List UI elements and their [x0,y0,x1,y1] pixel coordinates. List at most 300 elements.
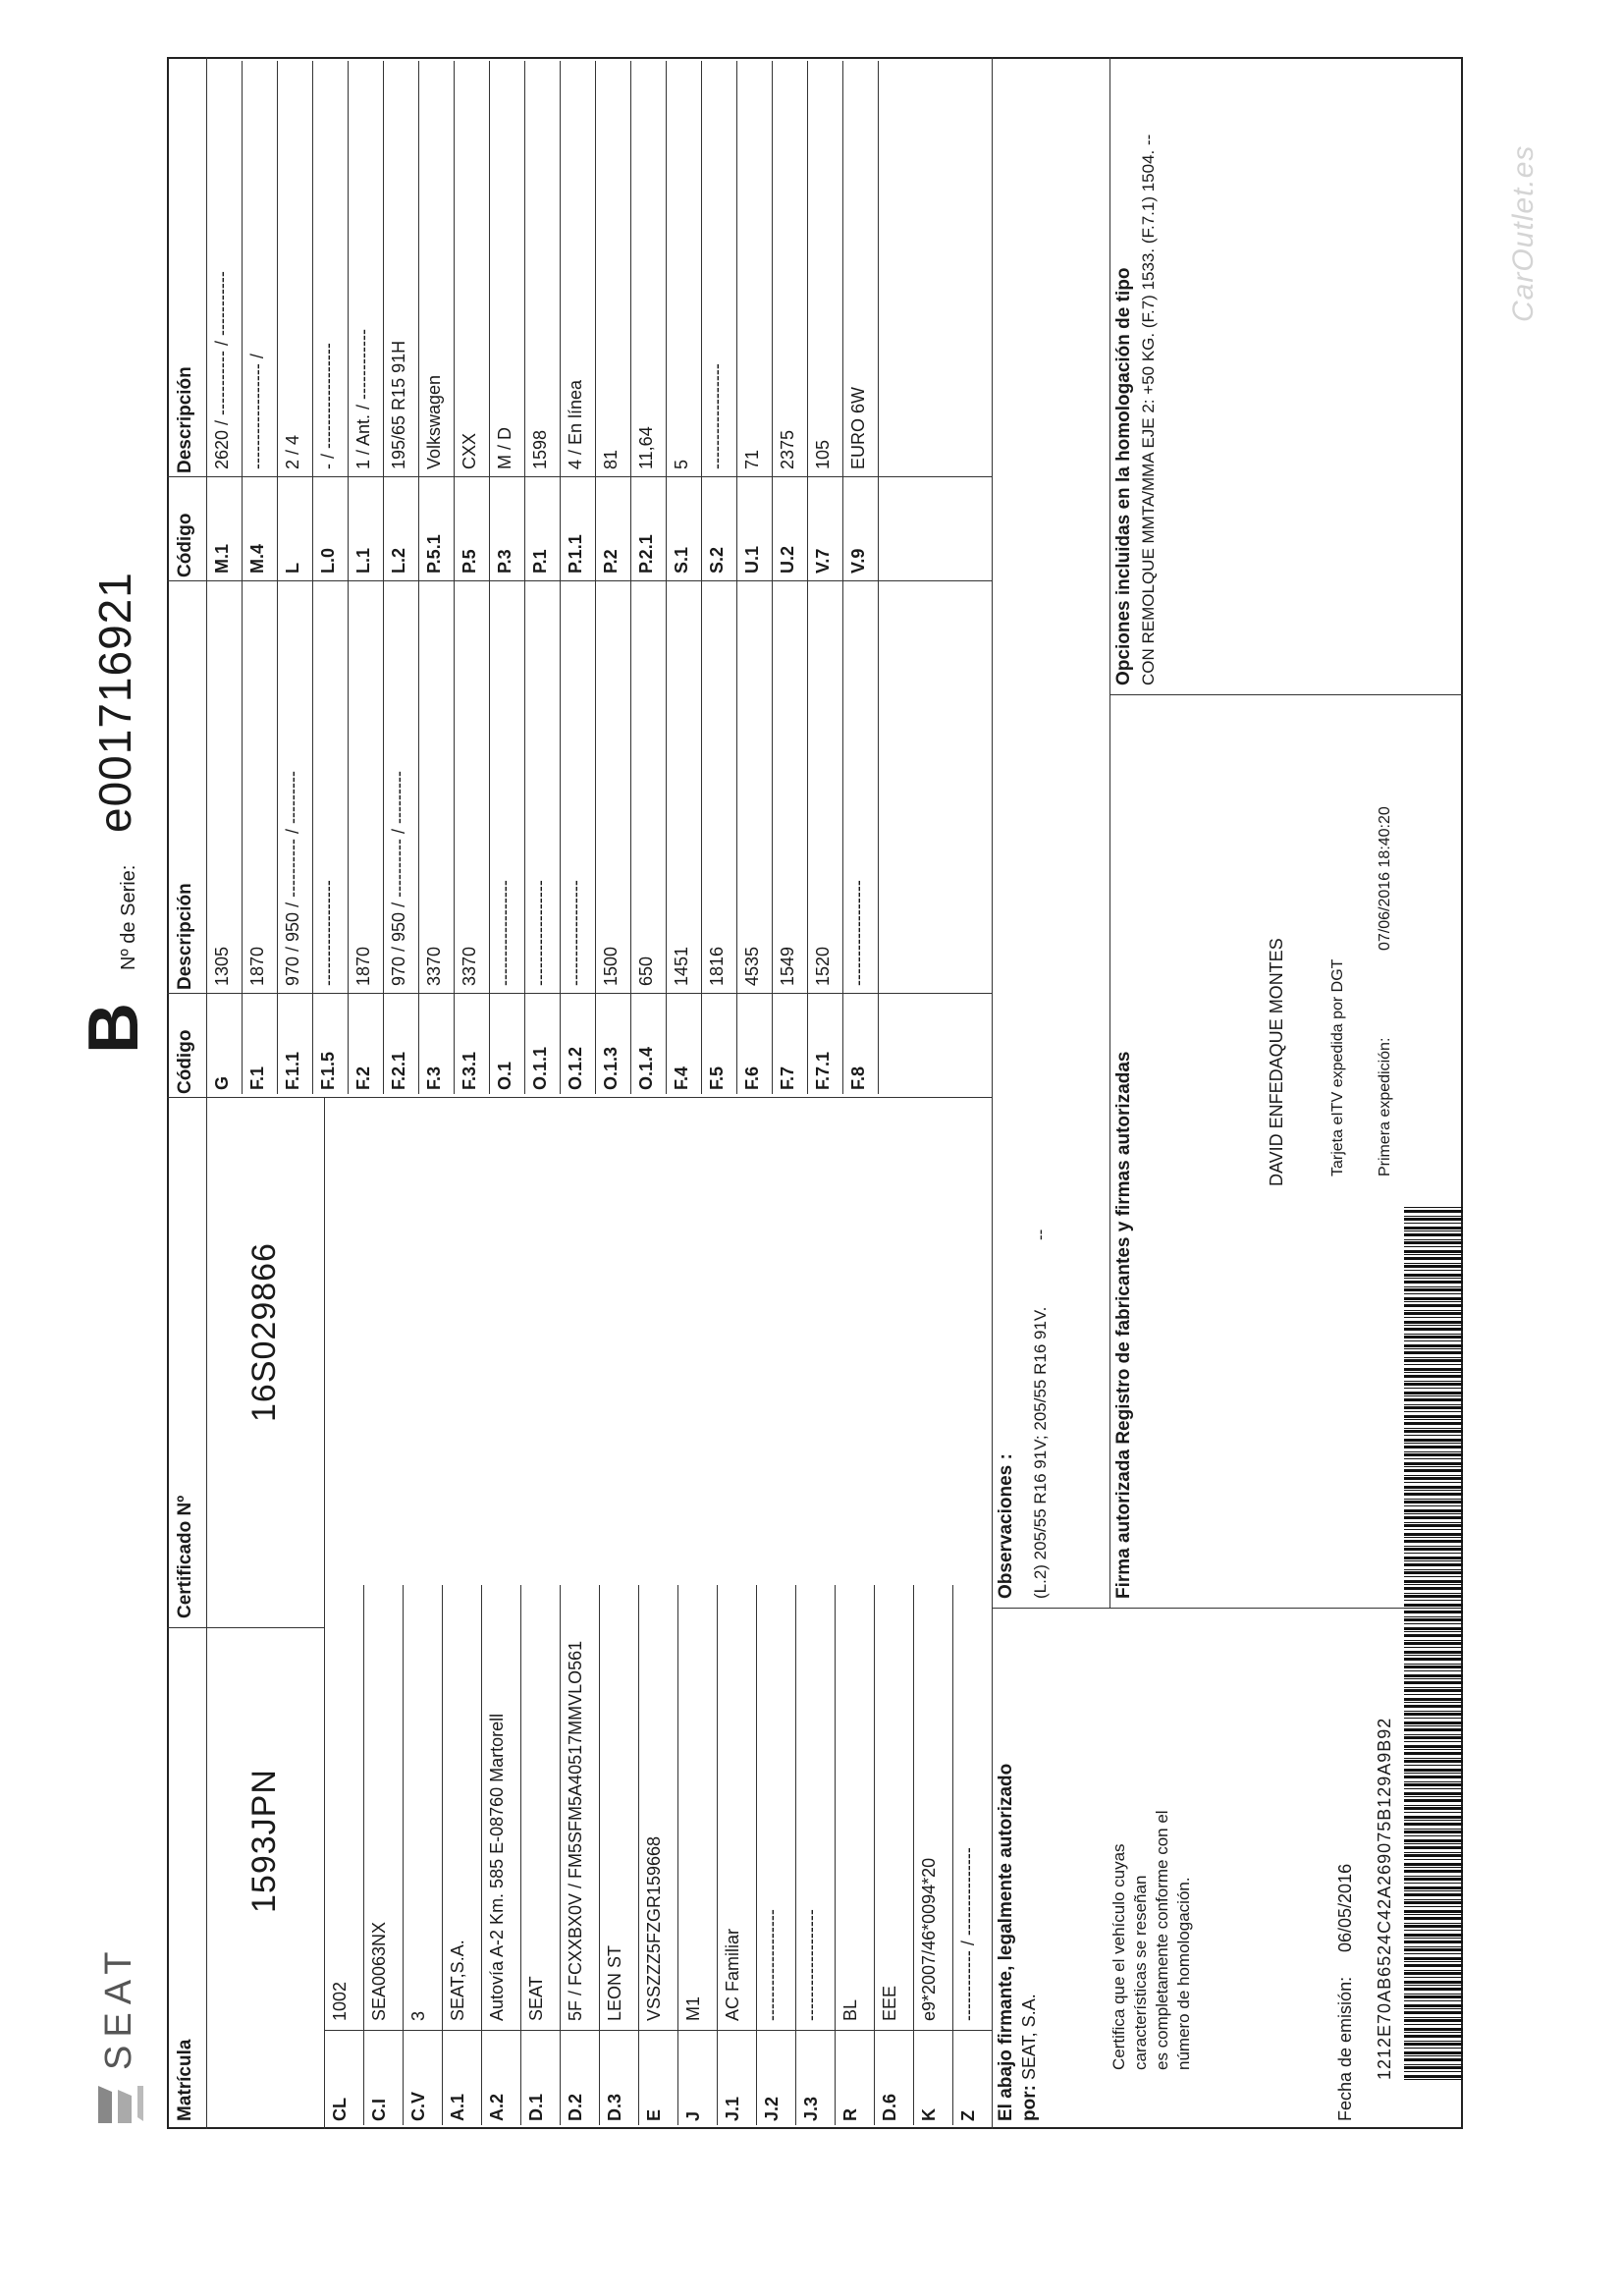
barcode-bar [1404,1227,1463,1230]
row-code: L [283,563,302,574]
barcode-bar [1404,1233,1463,1236]
barcode-bar [1404,1651,1463,1654]
firmante-title: El abajo firmante, legalmente autorizado [996,1763,1016,2121]
barcode-bar [1404,1458,1463,1459]
barcode-bar [1404,1312,1463,1315]
row-code: V.9 [848,548,868,574]
fecha-label: Fecha de emisión: [1335,1976,1355,2121]
barcode-bar [1404,1443,1463,1444]
row-code: J [683,2110,703,2121]
barcode-bar [1404,1430,1463,1433]
barcode-bar [1404,1689,1463,1692]
row-value: - / ------------------ [318,343,338,469]
seat-logo [88,1913,147,2129]
barcode-bar [1404,1618,1463,1621]
row-code: C.I [369,2098,389,2121]
barcode-bar [1404,2066,1463,2069]
barcode-bar [1404,1304,1463,1307]
barcode-bar [1404,1246,1463,1247]
barcode-bar [1404,1210,1463,1213]
barcode-bar [1404,2008,1463,2009]
barcode-bar [1404,1241,1463,1244]
row-value: EEE [880,1985,899,2021]
row-value: ------------------- [801,1909,821,2021]
barcode-bar [1404,1711,1463,1712]
barcode-bar [1404,1886,1463,1889]
primera-label: Primera expedición: [1377,1037,1393,1176]
barcode-bar [1404,1713,1463,1716]
row-code: L.2 [389,547,408,574]
barcode-bar [1404,2058,1463,2061]
row-code: F.7 [778,1066,797,1090]
barcode-bar [1404,1524,1463,1527]
barcode-bar [1404,1257,1463,1260]
barcode-bar [1404,1694,1463,1695]
row-value: Autovía A-2 Km. 585 E-08760 Martorell [487,1713,507,2021]
barcode-bar [1404,1398,1463,1401]
row-code: M.1 [212,543,232,574]
barcode-bar [1404,1736,1463,1739]
barcode-bar [1404,1640,1463,1641]
row-value: 1870 [353,946,373,986]
primera-value: 07/06/2016 18:40:20 [1377,806,1393,951]
row-code: P.1.1 [566,534,585,574]
certificado-value: 16S029866 [245,1242,283,1422]
row-value: 11,64 [636,426,656,469]
barcode-bar [1404,1325,1463,1326]
barcode-bar [1404,1593,1463,1594]
barcode-bar [1404,1334,1463,1335]
row-value: 1549 [778,946,797,986]
barcode-bar [1404,2079,1463,2080]
barcode-bar [1404,1336,1463,1339]
row-value: CXX [460,432,479,469]
row-code: S.2 [707,546,727,574]
barcode-bar [1404,1977,1463,1978]
barcode-bar [1404,1392,1463,1394]
row-value: ------------------ [707,363,727,469]
cert-text-3: es completamente conforme con el [1153,1810,1171,2070]
row-value: VSSZZZ5FZGR159668 [644,1835,664,2021]
barcode-bar [1404,1482,1463,1483]
barcode-bar [1404,1745,1463,1748]
barcode-bar [1404,1981,1463,1984]
row-value: AC Familiar [723,1928,742,2021]
barcode-bar [1404,1274,1463,1277]
barcode-bar [1404,1477,1463,1480]
barcode-bar [1404,1854,1463,1857]
barcode-bar [1404,2024,1463,2025]
barcode-bar [1404,1941,1463,1943]
row-code: F.3.1 [460,1051,479,1090]
barcode-bar [1404,1988,1463,1991]
barcode [1375,1196,1483,2080]
row-code: K [919,2108,939,2121]
row-code: F.1.1 [283,1051,302,1090]
barcode-bar [1404,1446,1463,1449]
opciones-text: CON REMOLQUE MMTA/MMA EJE 2: +50 KG. (F.7) 1533. (F.7.1) 1504. [1139,149,1158,685]
barcode-bar [1404,1439,1463,1442]
barcode-bar [1404,1776,1463,1778]
barcode-bar [1404,2019,1463,2022]
barcode-bar [1404,1381,1463,1382]
barcode-bar [1404,1957,1463,1960]
barcode-bar [1404,1678,1463,1679]
barcode-bar [1404,1831,1463,1833]
row-value: 2 / 4 [283,434,302,469]
watermark: CarOutlet.es [1507,144,1540,322]
row-code: F.6 [742,1066,762,1090]
barcode-bar [1404,1540,1463,1543]
barcode-bar [1404,1611,1463,1613]
barcode-bar [1404,1769,1463,1772]
barcode-bar [1404,1571,1463,1574]
barcode-bar [1404,1623,1463,1624]
barcode-bar [1404,1734,1463,1735]
row-code: P.2.1 [636,534,656,574]
row-code: L.0 [318,547,338,574]
barcode-bar [1404,1422,1463,1425]
barcode-bar [1404,1321,1463,1324]
barcode-bar [1404,1995,1463,1998]
row-value: EURO 6W [848,386,868,469]
barcode-bar [1404,1816,1463,1819]
barcode-bar [1404,1239,1463,1240]
row-code: R [840,2108,860,2121]
row-value: M1 [683,1995,703,2021]
barcode-bar [1404,1509,1463,1512]
barcode-bar [1404,2075,1463,2078]
certificado-header: Certificado Nº [175,1495,195,1618]
barcode-bar [1404,1876,1463,1877]
barcode-bar [1404,1642,1463,1645]
barcode-bar [1404,2028,1463,2031]
barcode-bar [1404,1359,1463,1362]
barcode-bar [1404,1595,1463,1598]
row-code: F.7.1 [813,1051,833,1090]
barcode-bar [1404,1216,1463,1217]
matricula-header: Matrícula [175,2039,195,2121]
row-code: O.1 [495,1061,514,1090]
row-code: F.8 [848,1066,868,1090]
row-code: D.6 [880,2093,899,2121]
row-code: C.V [408,2091,428,2121]
barcode-bar [1404,1278,1463,1279]
barcode-bar [1404,1546,1463,1547]
barcode-bar [1404,1411,1463,1412]
seat-logo-icon [88,2080,147,2129]
barcode-bar [1404,1899,1463,1900]
row-code: O.1.2 [566,1046,585,1090]
barcode-bar [1404,2004,1463,2007]
barcode-bar [1404,1829,1463,1830]
barcode-bar [1404,1522,1463,1523]
row-code: O.1.1 [530,1046,550,1090]
barcode-bar [1404,1493,1463,1496]
row-code: G [212,1075,232,1090]
row-value: ------------------ [318,880,338,986]
row-code: L.1 [353,547,373,574]
barcode-bar [1404,2071,1463,2072]
barcode-bar [1404,1499,1463,1500]
barcode-bar [1404,1906,1463,1907]
barcode-bar [1404,1820,1463,1821]
barcode-bar [1404,1994,1463,1995]
barcode-bar [1404,1501,1463,1503]
barcode-bar [1404,1867,1463,1868]
row-code: F.3 [424,1066,444,1090]
barcode-bar [1404,1516,1463,1519]
row-value: SEAT [526,1976,546,2021]
barcode-bar [1404,1317,1463,1318]
row-value: ------------------ [566,880,585,986]
barcode-bar [1404,1286,1463,1287]
barcode-bar [1404,1372,1463,1373]
barcode-bar [1404,1925,1463,1928]
row-value: 5F / FCXXBX0V / FM5SFM5A40517MMVLO561 [566,1640,585,2021]
barcode-text: 1212E70AB6524C42A269075B129A9B92 [1375,1717,1394,2080]
barcode-bar [1404,1843,1463,1844]
row-code: F.2 [353,1066,373,1090]
barcode-bar [1404,1670,1463,1671]
row-code: P.3 [495,549,514,574]
row-code: Z [958,2110,978,2121]
row-value: 3 [408,2010,428,2021]
firma-name: DAVID ENFEDAQUE MONTES [1267,938,1286,1186]
barcode-bar [1404,1560,1463,1561]
barcode-bar [1404,1270,1463,1271]
opciones-dash: -- [1139,134,1158,145]
barcode-bar [1404,1435,1463,1436]
right-codigo-header: Código [175,513,195,577]
row-code: S.1 [672,546,691,574]
mid-descripcion-header: Descripción [175,883,195,990]
barcode-bar [1404,1207,1463,1208]
barcode-bar [1404,1383,1463,1386]
barcode-bar [1404,1631,1463,1632]
barcode-bar [1404,1265,1463,1268]
row-value: SEA0063NX [369,1921,389,2021]
barcode-bar [1404,1674,1463,1677]
barcode-bar [1404,1948,1463,1951]
seat-logo-text: SEAT [98,1943,139,2070]
row-code: E [644,2108,664,2121]
barcode-bar [1404,1395,1463,1396]
cert-text-2: características se reseñan [1131,1875,1150,2070]
barcode-bar [1404,1600,1463,1601]
barcode-bar [1404,1883,1463,1884]
barcode-bar [1404,1627,1463,1630]
barcode-bar [1404,1846,1463,1849]
barcode-bar [1404,1563,1463,1566]
barcode-bar [1404,1505,1463,1506]
row-code: P.2 [601,549,621,574]
barcode-bar [1404,1344,1463,1347]
barcode-bar [1404,1310,1463,1311]
row-value: e9*2007/46*0094*20 [919,1857,939,2021]
row-code: F.4 [672,1066,691,1090]
barcode-bar [1404,1859,1463,1860]
barcode-bar [1404,1705,1463,1708]
barcode-bar [1404,1584,1463,1585]
barcode-bar [1404,1357,1463,1358]
barcode-bar [1404,1812,1463,1813]
barcode-bar [1404,1475,1463,1476]
row-value: 81 [601,449,621,469]
barcode-bar [1404,1914,1463,1915]
barcode-bar [1404,1375,1463,1378]
barcode-bar [1404,1964,1463,1967]
barcode-bar [1404,2032,1463,2033]
matricula-value: 1593JPN [245,1769,283,1913]
barcode-bar [1404,1388,1463,1389]
row-value: 1 / Ant. / ------------ [353,329,373,469]
barcode-bar [1404,1923,1463,1924]
row-value: ------------------ [495,880,514,986]
itv-card-form [75,27,1540,2168]
barcode-bar [1404,1533,1463,1536]
row-value: ------------ / --------------- [958,1847,978,2021]
barcode-bar [1404,1604,1463,1607]
barcode-bar [1404,1451,1463,1452]
row-value: SEAT,S.A. [448,1940,467,2021]
barcode-bar [1404,1781,1463,1782]
barcode-bar [1404,1415,1463,1418]
barcode-bar [1404,1328,1463,1331]
row-value: 650 [636,956,656,986]
barcode-bar [1404,1863,1463,1866]
barcode-bar [1404,1765,1463,1766]
row-code: O.1.4 [636,1046,656,1090]
barcode-bar [1404,1453,1463,1456]
barcode-bar [1404,1702,1463,1703]
row-value: 2375 [778,429,797,469]
barcode-bar [1404,1288,1463,1291]
barcode-bar [1404,1406,1463,1409]
row-value: 1451 [672,946,691,986]
barcode-bar [1404,1946,1463,1947]
row-code: O.1.3 [601,1046,621,1090]
barcode-bar [1404,1792,1463,1795]
barcode-bar [1404,1301,1463,1302]
row-code: U.1 [742,545,762,574]
barcode-bar [1404,1576,1463,1577]
row-value: Volkswagen [424,374,444,469]
row-value: 1500 [601,946,621,986]
firmante-por-label: por: [1019,2085,1040,2121]
barcode-bar [1404,1608,1463,1609]
mid-codigo-header: Código [175,1029,195,1094]
row-value: 1870 [247,946,267,986]
barcode-bar [1404,1553,1463,1554]
barcode-bar [1404,2041,1463,2042]
barcode-bar [1404,1799,1463,1802]
barcode-bar [1404,1557,1463,1559]
barcode-bar [1404,1250,1463,1253]
barcode-bar [1404,2017,1463,2018]
barcode-bar [1404,1297,1463,1300]
barcode-bar [1404,1718,1463,1719]
row-code: A.2 [487,2093,507,2121]
barcode-bar [1404,1230,1463,1231]
barcode-bar [1404,1293,1463,1294]
row-code: J.3 [801,2096,821,2121]
barcode-bar [1404,2043,1463,2046]
barcode-bar [1404,1428,1463,1429]
row-code: P.5.1 [424,534,444,574]
barcode-bar [1404,1910,1463,1913]
barcode-bar [1404,1852,1463,1853]
row-code: A.1 [448,2093,467,2121]
barcode-bar [1404,1722,1463,1724]
observaciones-dash: -- [1031,1229,1050,1240]
barcode-bar [1404,1728,1463,1731]
row-code: D.2 [566,2093,585,2121]
barcode-bar [1404,1587,1463,1590]
firmante-por-value: SEAT, S.A. [1019,1994,1039,2080]
barcode-bar [1404,1529,1463,1530]
barcode-bar [1404,1725,1463,1726]
barcode-bar [1404,1758,1463,1759]
barcode-bar [1404,1462,1463,1465]
row-code: D.1 [526,2093,546,2121]
row-value: 1520 [813,946,833,986]
barcode-bar [1404,1805,1463,1806]
barcode-bar [1404,1404,1463,1405]
firma-title: Firma autorizada Registro de fabricantes y firmas autorizadas [1113,1051,1134,1599]
barcode-bar [1404,1658,1463,1661]
barcode-bar [1404,1961,1463,1962]
barcode-bar [1404,1807,1463,1810]
row-value: 3370 [424,946,444,986]
barcode-bar [1404,1835,1463,1836]
barcode-bar [1404,1419,1463,1420]
barcode-bar [1404,1351,1463,1354]
tarjeta-text: Tarjeta eITV expedida por DGT [1329,958,1346,1176]
barcode-bar [1404,1681,1463,1684]
barcode-bar [1404,1934,1463,1937]
opciones-title: Opciones incluidas en la homologación de tipo [1113,267,1134,685]
barcode-bar [1404,1878,1463,1881]
barcode-bar [1404,1687,1463,1688]
barcode-bar [1404,1783,1463,1786]
barcode-bar [1404,1839,1463,1842]
row-value: ------------------- [762,1909,782,2021]
barcode-bar [1404,1490,1463,1491]
barcode-bar [1404,1281,1463,1284]
barcode-bar [1404,1466,1463,1467]
barcode-bar [1404,1901,1463,1904]
barcode-bar [1404,2064,1463,2065]
barcode-bar [1404,1796,1463,1797]
barcode-bar [1404,1548,1463,1551]
serie-letter: B [75,1003,153,1054]
row-value: 1598 [530,429,550,469]
observaciones-title: Observaciones : [996,1453,1016,1599]
barcode-bar [1404,2048,1463,2049]
barcode-bar [1404,2055,1463,2056]
row-code: F.5 [707,1066,727,1090]
row-code: U.2 [778,545,797,574]
row-value: 105 [813,439,833,469]
cert-text-4: número de homologación. [1174,1877,1193,2070]
barcode-bar [1404,1741,1463,1742]
barcode-bar [1404,1917,1463,1920]
row-value: LEON ST [605,1944,624,2021]
barcode-bar [1404,1647,1463,1648]
barcode-bar [1404,1263,1463,1264]
row-code: F.2.1 [389,1051,408,1090]
